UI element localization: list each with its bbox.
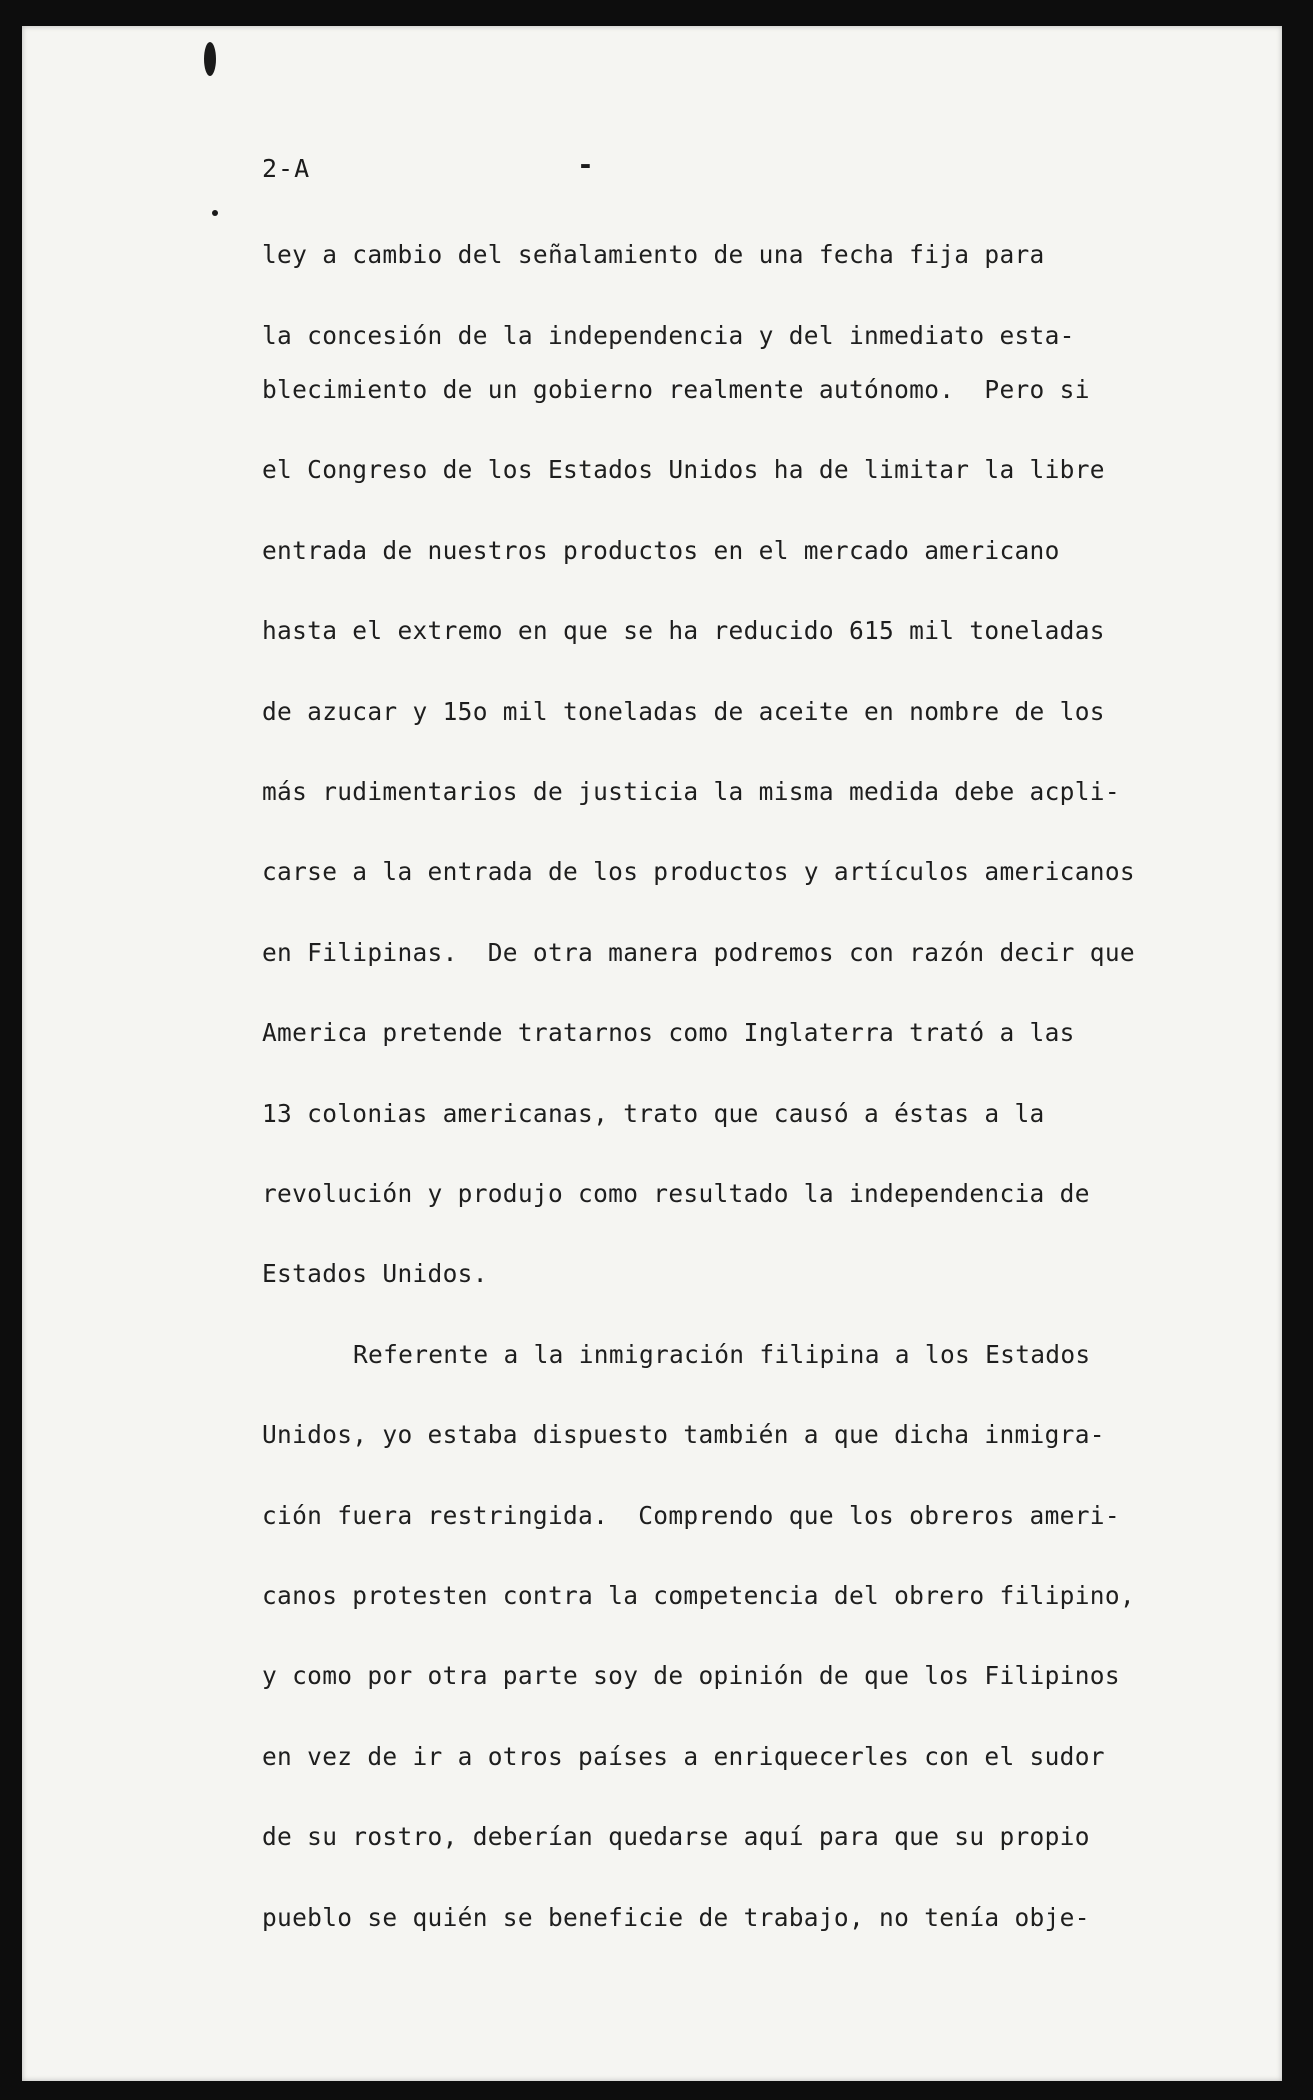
text-line: pueblo se quién se beneficie de trabajo, no tenía obje-	[262, 1903, 1090, 1932]
text-line: de azucar y 15o mil toneladas de aceite en nombre de los	[262, 697, 1105, 726]
text-line: Estados Unidos.	[262, 1259, 488, 1288]
page-marker: 2-A	[262, 154, 311, 183]
text-line: entrada de nuestros productos en el mercado americano	[262, 536, 1060, 565]
text-line: de su rostro, deberían quedarse aquí para que su propio	[262, 1822, 1090, 1851]
text-line: y como por otra parte soy de opinión de que los Filipinos	[262, 1661, 1120, 1690]
text-line: el Congreso de los Estados Unidos ha de limitar la libre	[262, 455, 1105, 484]
paragraph-first-line: Referente a la inmigración filipina a los Estados	[353, 1340, 1091, 1369]
text-line: en vez de ir a otros países a enriquecerles con el sudor	[262, 1742, 1105, 1771]
ink-blot	[204, 42, 216, 76]
text-line: hasta el extremo en que se ha reducido 615 mil toneladas	[262, 616, 1105, 645]
text-line: blecimiento de un gobierno realmente autónomo. Pero si	[262, 375, 1090, 404]
text-line: revolución y produjo como resultado la independencia de	[262, 1179, 1090, 1208]
ink-speck	[212, 210, 218, 216]
text-line: más rudimentarios de justicia la misma medida debe acpli-	[262, 777, 1120, 806]
text-line: la concesión de la independencia y del inmediato esta-	[262, 321, 1075, 350]
text-line: carse a la entrada de los productos y artículos americanos	[262, 857, 1135, 886]
text-line: Unidos, yo estaba dispuesto también a que dicha inmigra-	[262, 1420, 1105, 1449]
header-dash: -	[577, 148, 594, 181]
text-line: 13 colonias americanas, trato que causó a éstas a la	[262, 1099, 1045, 1128]
text-line: ción fuera restringida. Comprendo que los obreros ameri-	[262, 1501, 1120, 1530]
text-line: America pretende tratarnos como Inglaterra trató a las	[262, 1018, 1075, 1047]
text-line: canos protesten contra la competencia del obrero filipino,	[262, 1581, 1135, 1610]
text-line: ley a cambio del señalamiento de una fecha fija para	[262, 240, 1045, 269]
text-line: en Filipinas. De otra manera podremos con razón decir que	[262, 938, 1135, 967]
